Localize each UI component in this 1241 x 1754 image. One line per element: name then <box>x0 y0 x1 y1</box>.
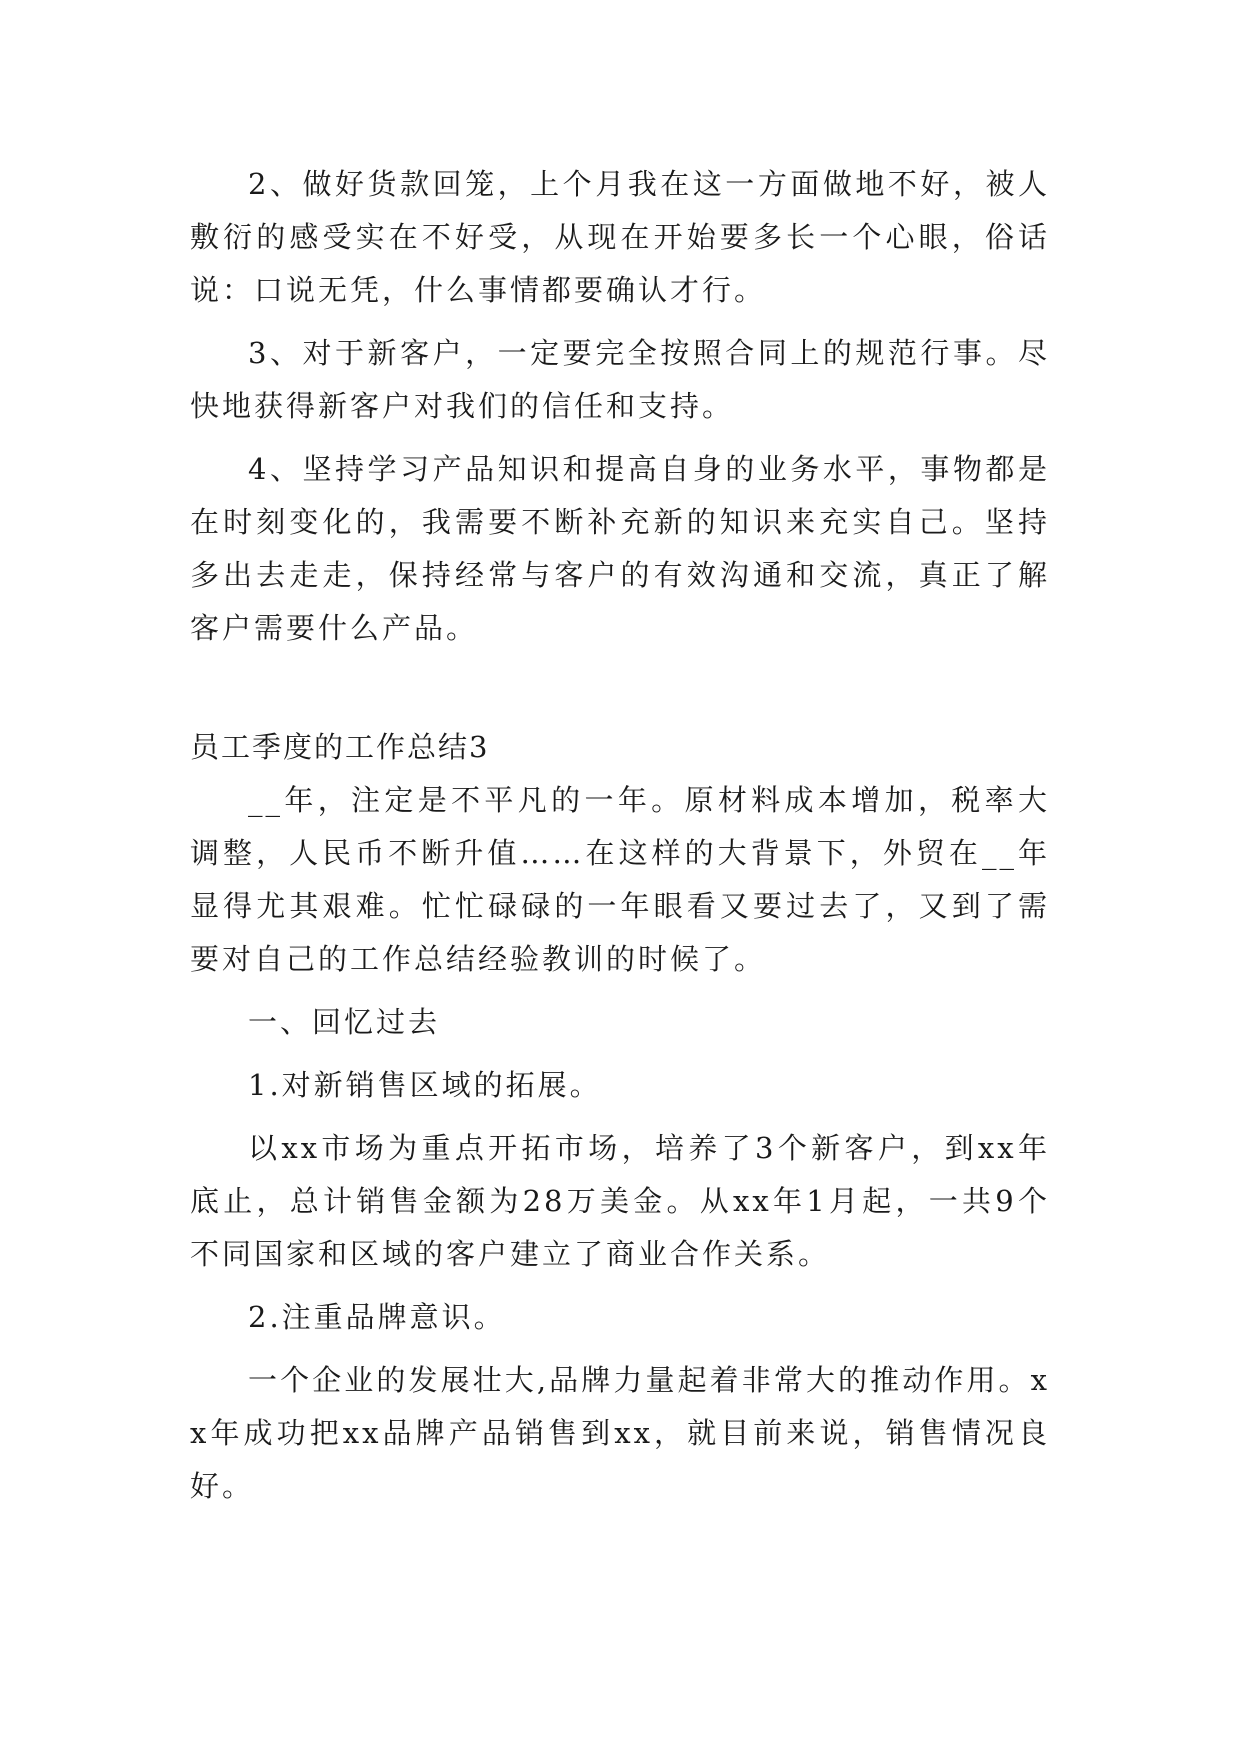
paragraph-intro: __年，注定是不平凡的一年。原材料成本增加，税率大调整，人民币不断升值……在这样的大背景下，外贸在__年显得尤其艰难。忙忙碌碌的一年眼看又要过去了，又到了需要对自己的工作总结经验教训的时候了。 <box>190 783 1050 976</box>
section-title: 员工季度的工作总结3 <box>190 730 490 764</box>
subheading-expansion: 1.对新销售区域的拓展。 <box>248 1068 602 1102</box>
paragraph-expansion: 以xx市场为重点开拓市场，培养了3个新客户，到xx年底止，总计销售金额为28万美金。从xx年1月起，一共9个不同国家和区域的客户建立了商业合作关系。 <box>190 1131 1050 1271</box>
subheading-review: 一、回忆过去 <box>248 1005 441 1039</box>
paragraph-collection: 2、做好货款回笼，上个月我在这一方面做地不好，被人敷衍的感受实在不好受，从现在开始要多长一个心眼，俗话说：口说无凭，什么事情都要确认才行。 <box>190 167 1050 307</box>
paragraph-new-clients: 3、对于新客户，一定要完全按照合同上的规范行事。尽快地获得新客户对我们的信任和支持。 <box>190 336 1050 423</box>
paragraph-learning: 4、坚持学习产品知识和提高自身的业务水平，事物都是在时刻变化的，我需要不断补充新的知识来充实自己。坚持多出去走走，保持经常与客户的有效沟通和交流，真正了解客户需要什么产品。 <box>190 452 1050 645</box>
paragraph-brand: 一个企业的发展壮大,品牌力量起着非常大的推动作用。xx年成功把xx品牌产品销售到xx，就目前来说，销售情况良好。 <box>190 1363 1050 1503</box>
document-body <box>190 158 1050 1513</box>
subheading-brand: 2.注重品牌意识。 <box>248 1300 506 1334</box>
